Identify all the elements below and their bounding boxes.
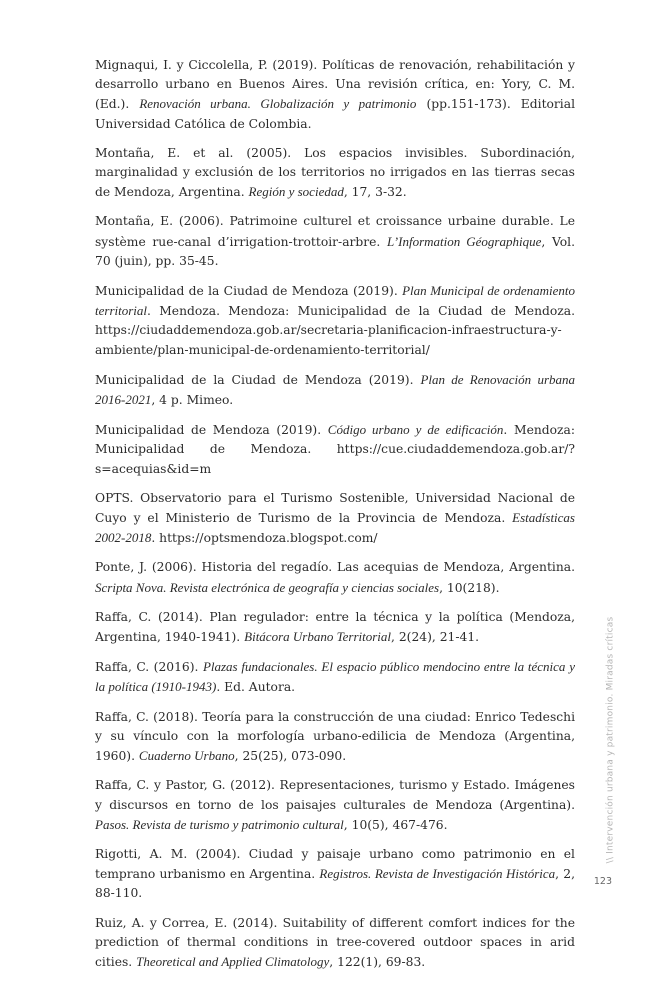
reference-entry: Raffa, C. y Pastor, G. (2012). Representaciones, turismo y Estado. Imágenes y discursos en torno de los paisajes culturales de Mendoza (Argentina). Pasos. Revista de turismo y patrimonio cultural, 10(5), 467-476. — [95, 778, 575, 832]
reference-entry: Raffa, C. (2014). Plan regulador: entre la técnica y la política (Mendoza, Argentina, 1940-1941). Bitácora Urbano Territorial, 2(24), 21-41. — [95, 609, 575, 645]
reference-title: Bitácora Urbano Territorial — [244, 629, 392, 645]
reference-list — [95, 56, 575, 982]
reference-title: Theoretical and Applied Climatology — [136, 953, 330, 969]
reference-title: Código urbano y de edificación — [327, 422, 504, 438]
reference-entry: Raffa, C. (2016). Plazas fundacionales. El espacio público mendocino entre la técnica y la política (1910-1943). Ed. Autora. — [95, 659, 576, 695]
reference-title: Plazas fundacionales. El espacio público mendocino entre la técnica y la política (1910-1943) — [95, 659, 576, 695]
reference-title: Renovación urbana. Globalización y patrimonio — [139, 96, 417, 112]
reference-title: L’Information Géographique — [387, 233, 542, 249]
reference-title: Región y sociedad — [248, 184, 344, 200]
reference-entry: Ponte, J. (2006). Historia del regadío. Las acequias de Mendoza, Argentina. Scripta Nova. Revista electrónica de geografía y ciencias sociales, 10(218). — [95, 560, 575, 595]
running-side-label — [598, 616, 622, 864]
reference-title: Estadísticas 2002-2018 — [95, 510, 575, 546]
reference-entry: Montaña, E. et al. (2005). Los espacios invisibles. Subordinación, marginalidad y exclusión de los territorios no irrigados en las tierras secas de Mendoza, Argentina. Región y sociedad, 17, 3-32. — [95, 145, 575, 200]
reference-entry: Montaña, E. (2006). Patrimoine culturel et croissance urbaine durable. Le système rue-canal d’irrigation-trottoir-arbre. L’Information Géographique, Vol. 70 (juin), pp. 35-45. — [95, 214, 575, 268]
reference-title: Cuaderno Urbano — [138, 748, 235, 764]
reference-title: Scripta Nova. Revista electrónica de geografía y ciencias sociales — [95, 579, 440, 595]
reference-title: Registros. Revista de Investigación Histórica — [319, 866, 556, 882]
reference-title: Plan de Renovación urbana 2016-2021 — [95, 371, 576, 408]
reference-title: Plan Municipal de ordenamiento territorial — [95, 283, 575, 319]
page-number: 123 — [593, 876, 612, 887]
reference-title: Pasos. Revista de turismo y patrimonio cultural — [95, 816, 344, 832]
reference-entry: OPTS. Observatorio para el Turismo Sostenible, Universidad Nacional de Cuyo y el Ministerio de Turismo de la Provincia de Mendoza. Estadísticas 2002-2018. https://optsmendoza.blogspot.com/ — [95, 490, 575, 546]
reference-entry: Municipalidad de la Ciudad de Mendoza (2019). Plan de Renovación urbana 2016-2021, 4 p. Mimeo. — [95, 371, 576, 408]
reference-entry: Mignaqui, I. y Ciccolella, P. (2019). Políticas de renovación, rehabilitación y desarrollo urbano en Buenos Aires. Una revisión crítica, en: Yory, C. M. (Ed.). Renovación urbana. Globalización y patrimonio (pp.151-173). Editorial Universidad Católica de Colombia. — [95, 58, 576, 131]
book-title-vertical: \\ Intervención urbana y patrimonio. Miradas críticas — [605, 616, 616, 864]
reference-entry: Raffa, C. (2018). Teoría para la construcción de una ciudad: Enrico Tedeschi y su vínculo con la morfología urbano-edilicia de Mendoza (Argentina, 1960). Cuaderno Urbano, 25(25), 073-090. — [95, 709, 575, 764]
reference-entry: Municipalidad de Mendoza (2019). Código urbano y de edificación. Mendoza: Municipalidad de Mendoza. https://cue.ciudaddemendoza.gob.ar/?s=acequias&id=m — [95, 422, 576, 476]
reference-entry: Ruiz, A. y Correa, E. (2014). Suitability of different comfort indices for the prediction of thermal conditions in tree-covered outdoor spaces in arid cities. Theoretical and Applied Climatology, 122(1), 69-83. — [95, 915, 575, 969]
reference-entry: Rigotti, A. M. (2004). Ciudad y paisaje urbano como patrimonio en el temprano urbanismo en Argentina. Registros. Revista de Investigación Histórica, 2, 88-110. — [95, 846, 575, 901]
reference-entry: Municipalidad de la Ciudad de Mendoza (2019). Plan Municipal de ordenamiento territorial. Mendoza. Mendoza: Municipalidad de la Ciudad de Mendoza. https://ciudaddemendoza.gob.ar/secretaria-planificacion-infraestructura-y-ambiente/plan-municipal-de-ordenamiento-territorial/ — [95, 283, 575, 357]
